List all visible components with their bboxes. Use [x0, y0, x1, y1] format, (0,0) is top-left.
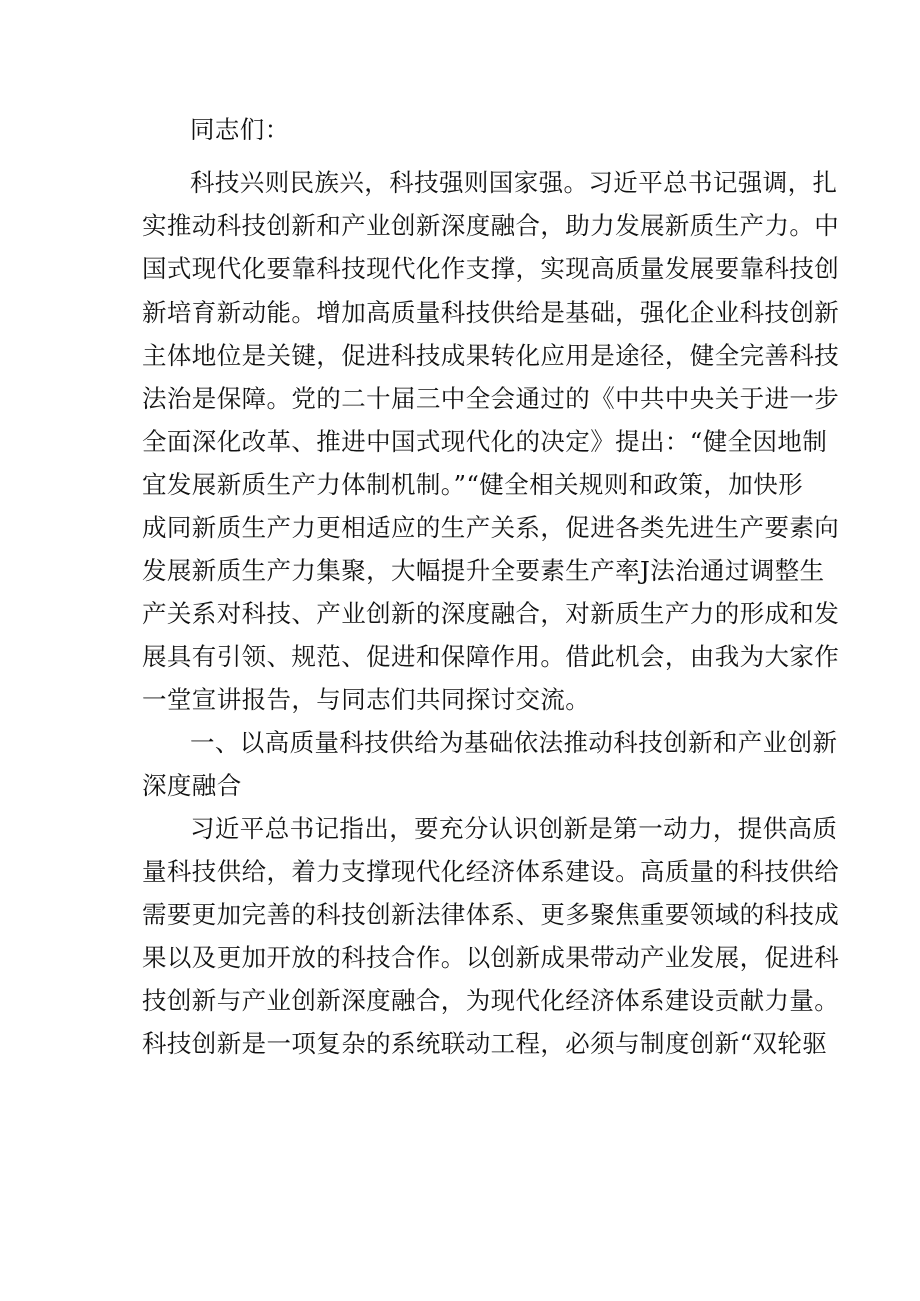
paragraph-line: 量科技供给，着力支撑现代化经济体系建设。高质量的科技供给 [142, 857, 840, 886]
paragraph-line: 成同新质生产力更相适应的生产关系，促进各类先进生产要素向 [142, 513, 840, 542]
paragraph-line: 展具有引领、规范、促进和保障作用。借此机会，由我为大家作 [142, 642, 840, 671]
paragraph-line: 法治是保障。党的二十届三中全会通过的《中共中央关于进一步 [142, 384, 840, 413]
section-heading-line: 一、以高质量科技供给为基础依法推动科技创新和产业创新 [190, 728, 838, 757]
paragraph-line: 实推动科技创新和产业创新深度融合，助力发展新质生产力。中 [142, 211, 840, 240]
section-heading-line: 深度融合 [142, 771, 242, 800]
paragraph-line: 国式现代化要靠科技现代化作支撑，实现高质量发展要靠科技创 [142, 254, 840, 283]
paragraph-line: 宜发展新质生产力体制机制。”“健全相关规则和政策，加快形 [142, 470, 803, 499]
paragraph-line: 主体地位是关键，促进科技成果转化应用是途径，健全完善科技 [142, 341, 840, 370]
salutation: 同志们： [190, 115, 290, 144]
paragraph-line: 一堂宣讲报告，与同志们共同探讨交流。 [142, 685, 591, 714]
paragraph-line: 产关系对科技、产业创新的深度融合，对新质生产力的形成和发 [142, 599, 840, 628]
paragraph-line: 全面深化改革、推进中国式现代化的决定》提出：“健全因地制 [142, 427, 828, 456]
paragraph-line: 科技兴则民族兴，科技强则国家强。习近平总书记强调，扎 [190, 168, 838, 197]
paragraph-line: 发展新质生产力集聚，大幅提升全要素生产率J法治通过调整生 [142, 556, 825, 585]
paragraph-line: 科技创新是一项复杂的系统联动工程，必须与制度创新“双轮驱 [142, 1029, 828, 1058]
paragraph-line: 技创新与产业创新深度融合，为现代化经济体系建设贡献力量。 [142, 986, 840, 1015]
paragraph-line: 新培育新动能。增加高质量科技供给是基础，强化企业科技创新 [142, 298, 840, 327]
paragraph-line: 习近平总书记指出，要充分认识创新是第一动力，提供高质 [190, 814, 838, 843]
paragraph-line: 果以及更加开放的科技合作。以创新成果带动产业发展，促进科 [142, 943, 840, 972]
paragraph-line: 需要更加完善的科技创新法律体系、更多聚焦重要领域的科技成 [142, 900, 840, 929]
